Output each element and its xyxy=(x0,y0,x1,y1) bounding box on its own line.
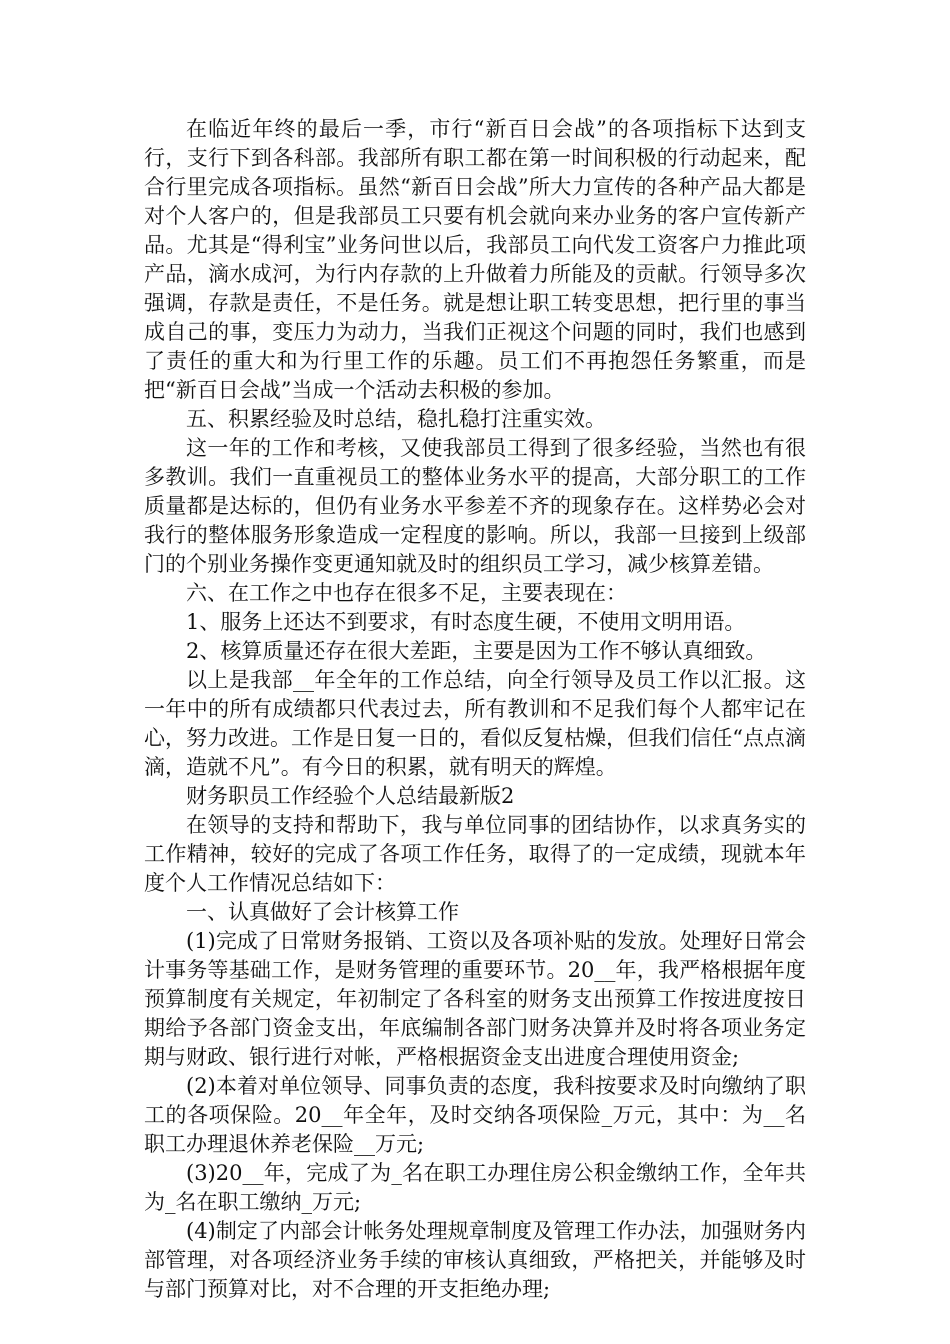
section-title: 财务职员工作经验个人总结最新版2 xyxy=(186,784,515,808)
heading-experience: 五、积累经验及时总结，稳扎稳打注重实效。 xyxy=(186,407,606,431)
paragraph-experience: 这一年的工作和考核，又使我部员工得到了很多经验，当然也有很多教训。我们一直重视员工的整体业务水平的提高，大部分职工的工作质量都是达标的，但仍有业务水平参差不齐的现象存在。这样势必会对我行的整体服务形象造成一定程度的影响。所以，我部一旦接到上级部门的个别业务操作变更通知就及时的组织员工学习，减少核算差错。 xyxy=(144,436,806,576)
list-item-2: (2)本着对单位领导、同事负责的态度，我科按要求及时向缴纳了职工的各项保险。20__年全年，及时交纳各项保险_万元，其中：为__名职工办理退休养老保险__万元; xyxy=(144,1074,806,1156)
heading-accounting: 一、认真做好了会计核算工作 xyxy=(186,900,459,924)
list-item-1: (1)完成了日常财务报销、工资以及各项补贴的发放。处理好日常会计事务等基础工作，是财务管理的重要环节。20__年，我严格根据年度预算制度有关规定，年初制定了各科室的财务支出预算工作按进度按日期给予各部门资金支出，年底编制各部门财务决算并及时将各项业务定期与财政、银行进行对帐，严格根据资金支出进度合理使用资金; xyxy=(144,929,806,1069)
paragraph-campaign: 在临近年终的最后一季，市行“新百日会战”的各项指标下达到支行，支行下到各科部。我部所有职工都在第一时间积极的行动起来，配合行里完成各项指标。虽然“新百日会战”所大力宣传的各种产品大都是对个人客户的，但是我部员工只要有机会就向来办业务的客户宣传新产品。尤其是“得利宝”业务问世以后，我部员工向代发工资客户力推此项产品，滴水成河，为行内存款的上升做着力所能及的贡献。行领导多次强调，存款是责任，不是任务。就是想让职工转变思想，把行里的事当成自己的事，变压力为动力，当我们正视这个问题的同时，我们也感到了责任的重大和为行里工作的乐趣。员工们不再抱怨任务繁重，而是把“新百日会战”当成一个活动去积极的参加。 xyxy=(144,117,806,402)
paragraph-conclusion: 以上是我部__年全年的工作总结，向全行领导及员工作以汇报。这一年中的所有成绩都只代表过去，所有教训和不足我们每个人都牢记在心，努力改进。工作是日复一日的，看似反复枯燥，但我们信任“点点滴滴，造就不凡”。有今日的积累，就有明天的辉煌。 xyxy=(144,668,806,779)
list-item-3: (3)20__年，完成了为_名在职工办理住房公积金缴纳工作，全年共为_名在职工缴纳_万元; xyxy=(144,1161,806,1214)
paragraph-intro: 在领导的支持和帮助下，我与单位同事的团结协作，以求真务实的工作精神，较好的完成了各项工作任务，取得了的一定成绩，现就本年度个人工作情况总结如下： xyxy=(144,813,806,895)
document-body xyxy=(144,115,806,1304)
list-item-service: 1、服务上还达不到要求，有时态度生硬，不使用文明用语。 xyxy=(186,610,746,634)
list-item-4: (4)制定了内部会计帐务处理规章制度及管理工作办法，加强财务内部管理，对各项经济业务手续的审核认真细致，严格把关，并能够及时与部门预算对比，对不合理的开支拒绝办理; xyxy=(144,1219,806,1301)
heading-shortcomings: 六、在工作之中也存在很多不足，主要表现在： xyxy=(186,581,627,605)
list-item-accounting-quality: 2、核算质量还存在很大差距，主要是因为工作不够认真细致。 xyxy=(186,639,767,663)
